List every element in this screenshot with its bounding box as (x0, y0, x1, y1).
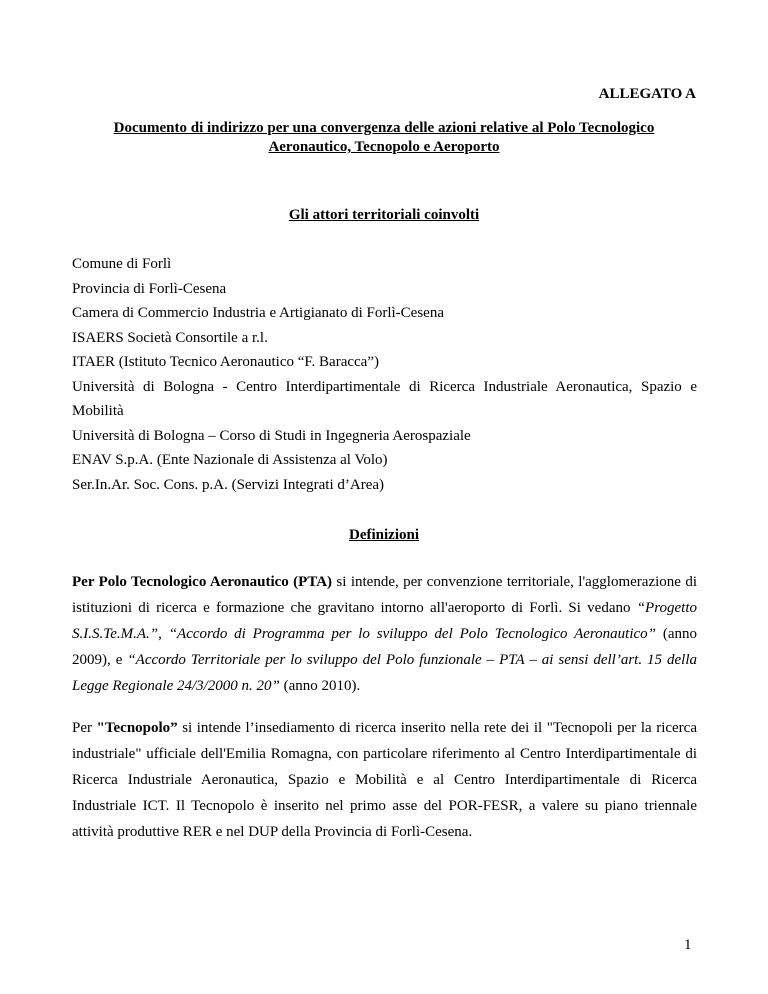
actor-item: ITAER (Istituto Tecnico Aeronautico “F. Baracca”) (72, 354, 379, 370)
pta-reference-1: “Progetto S.I.S.Te.M.A.” (72, 600, 697, 642)
actors-heading: Gli attori territoriali coinvolti (288, 207, 480, 223)
pta-reference-2: “Accordo di Programma per lo sviluppo del Polo Tecnologico Aeronautico” (168, 626, 657, 642)
actor-item: ISAERS Società Consortile a r.l. (72, 329, 268, 346)
page-number: 1 (684, 937, 692, 953)
tecnopolo-lead: Per (72, 720, 97, 736)
actor-item: Provincia di Forlì-Cesena (72, 280, 227, 297)
actor-item: Università di Bologna - Centro Interdipartimentale di Ricerca Industriale Aeronautica, Spazio e Mobilità (72, 378, 697, 419)
pta-term: Per Polo Tecnologico Aeronautico (PTA) (72, 574, 333, 590)
tecnopolo-term: "Tecnopolo” (96, 720, 178, 736)
actor-item: Ser.In.Ar. Soc. Cons. p.A. (Servizi Integrati d’Area) (72, 476, 385, 493)
actor-item: Camera di Commercio Industria e Artigianato di Forlì-Cesena (72, 305, 444, 321)
actors-list (72, 252, 697, 497)
pta-reference-3: “Accordo Territoriale per lo sviluppo del Polo funzionale – PTA – ai sensi dell’art. 15 della Legge Regionale 24/3/2000 n. 20” (72, 652, 697, 694)
definitions-heading: Definizioni (349, 527, 419, 543)
actor-item: ENAV S.p.A. (Ente Nazionale di Assistenza al Volo) (72, 452, 388, 468)
pta-text-3: (anno 2009), e (72, 626, 698, 668)
tecnopolo-text: si intende l’insediamento di ricerca inserito nella rete dei il "Tecnopoli per la ricerca industriale" ufficiale dell'Emilia Romagna, con particolare riferimento al Centro Interdipartimentale di Ricerca Industriale Aeronautica, Spazio e Mobilità e al Centro Interdipartimentale di Ricerca Industriale ICT. Il Tecnopolo è inserito nel primo asse del POR-FESR, a valere su piano triennale attività produttive RER e nel DUP della Provincia di Forlì-Cesena. (72, 720, 697, 840)
document-title: Documento di indirizzo per una convergenza delle azioni relative al Polo Tecnologico Aeronautico, Tecnopolo e Aeroporto (113, 120, 655, 155)
pta-text-1: si intende, per convenzione territoriale, l'agglomerazione di istituzioni di ricerca e formazione che gravitano intorno all'aeroporto di Forlì. Si vedano (72, 574, 697, 616)
actor-item: Università di Bologna – Corso di Studi in Ingegneria Aerospaziale (72, 427, 471, 444)
attachment-label: ALLEGATO A (598, 86, 696, 102)
definition-tecnopolo-paragraph (72, 715, 697, 845)
definition-pta-paragraph (72, 569, 697, 699)
pta-text-4: (anno 2010). (279, 678, 361, 694)
pta-text-2: , (158, 626, 169, 642)
actor-item: Comune di Forlì (72, 256, 172, 272)
